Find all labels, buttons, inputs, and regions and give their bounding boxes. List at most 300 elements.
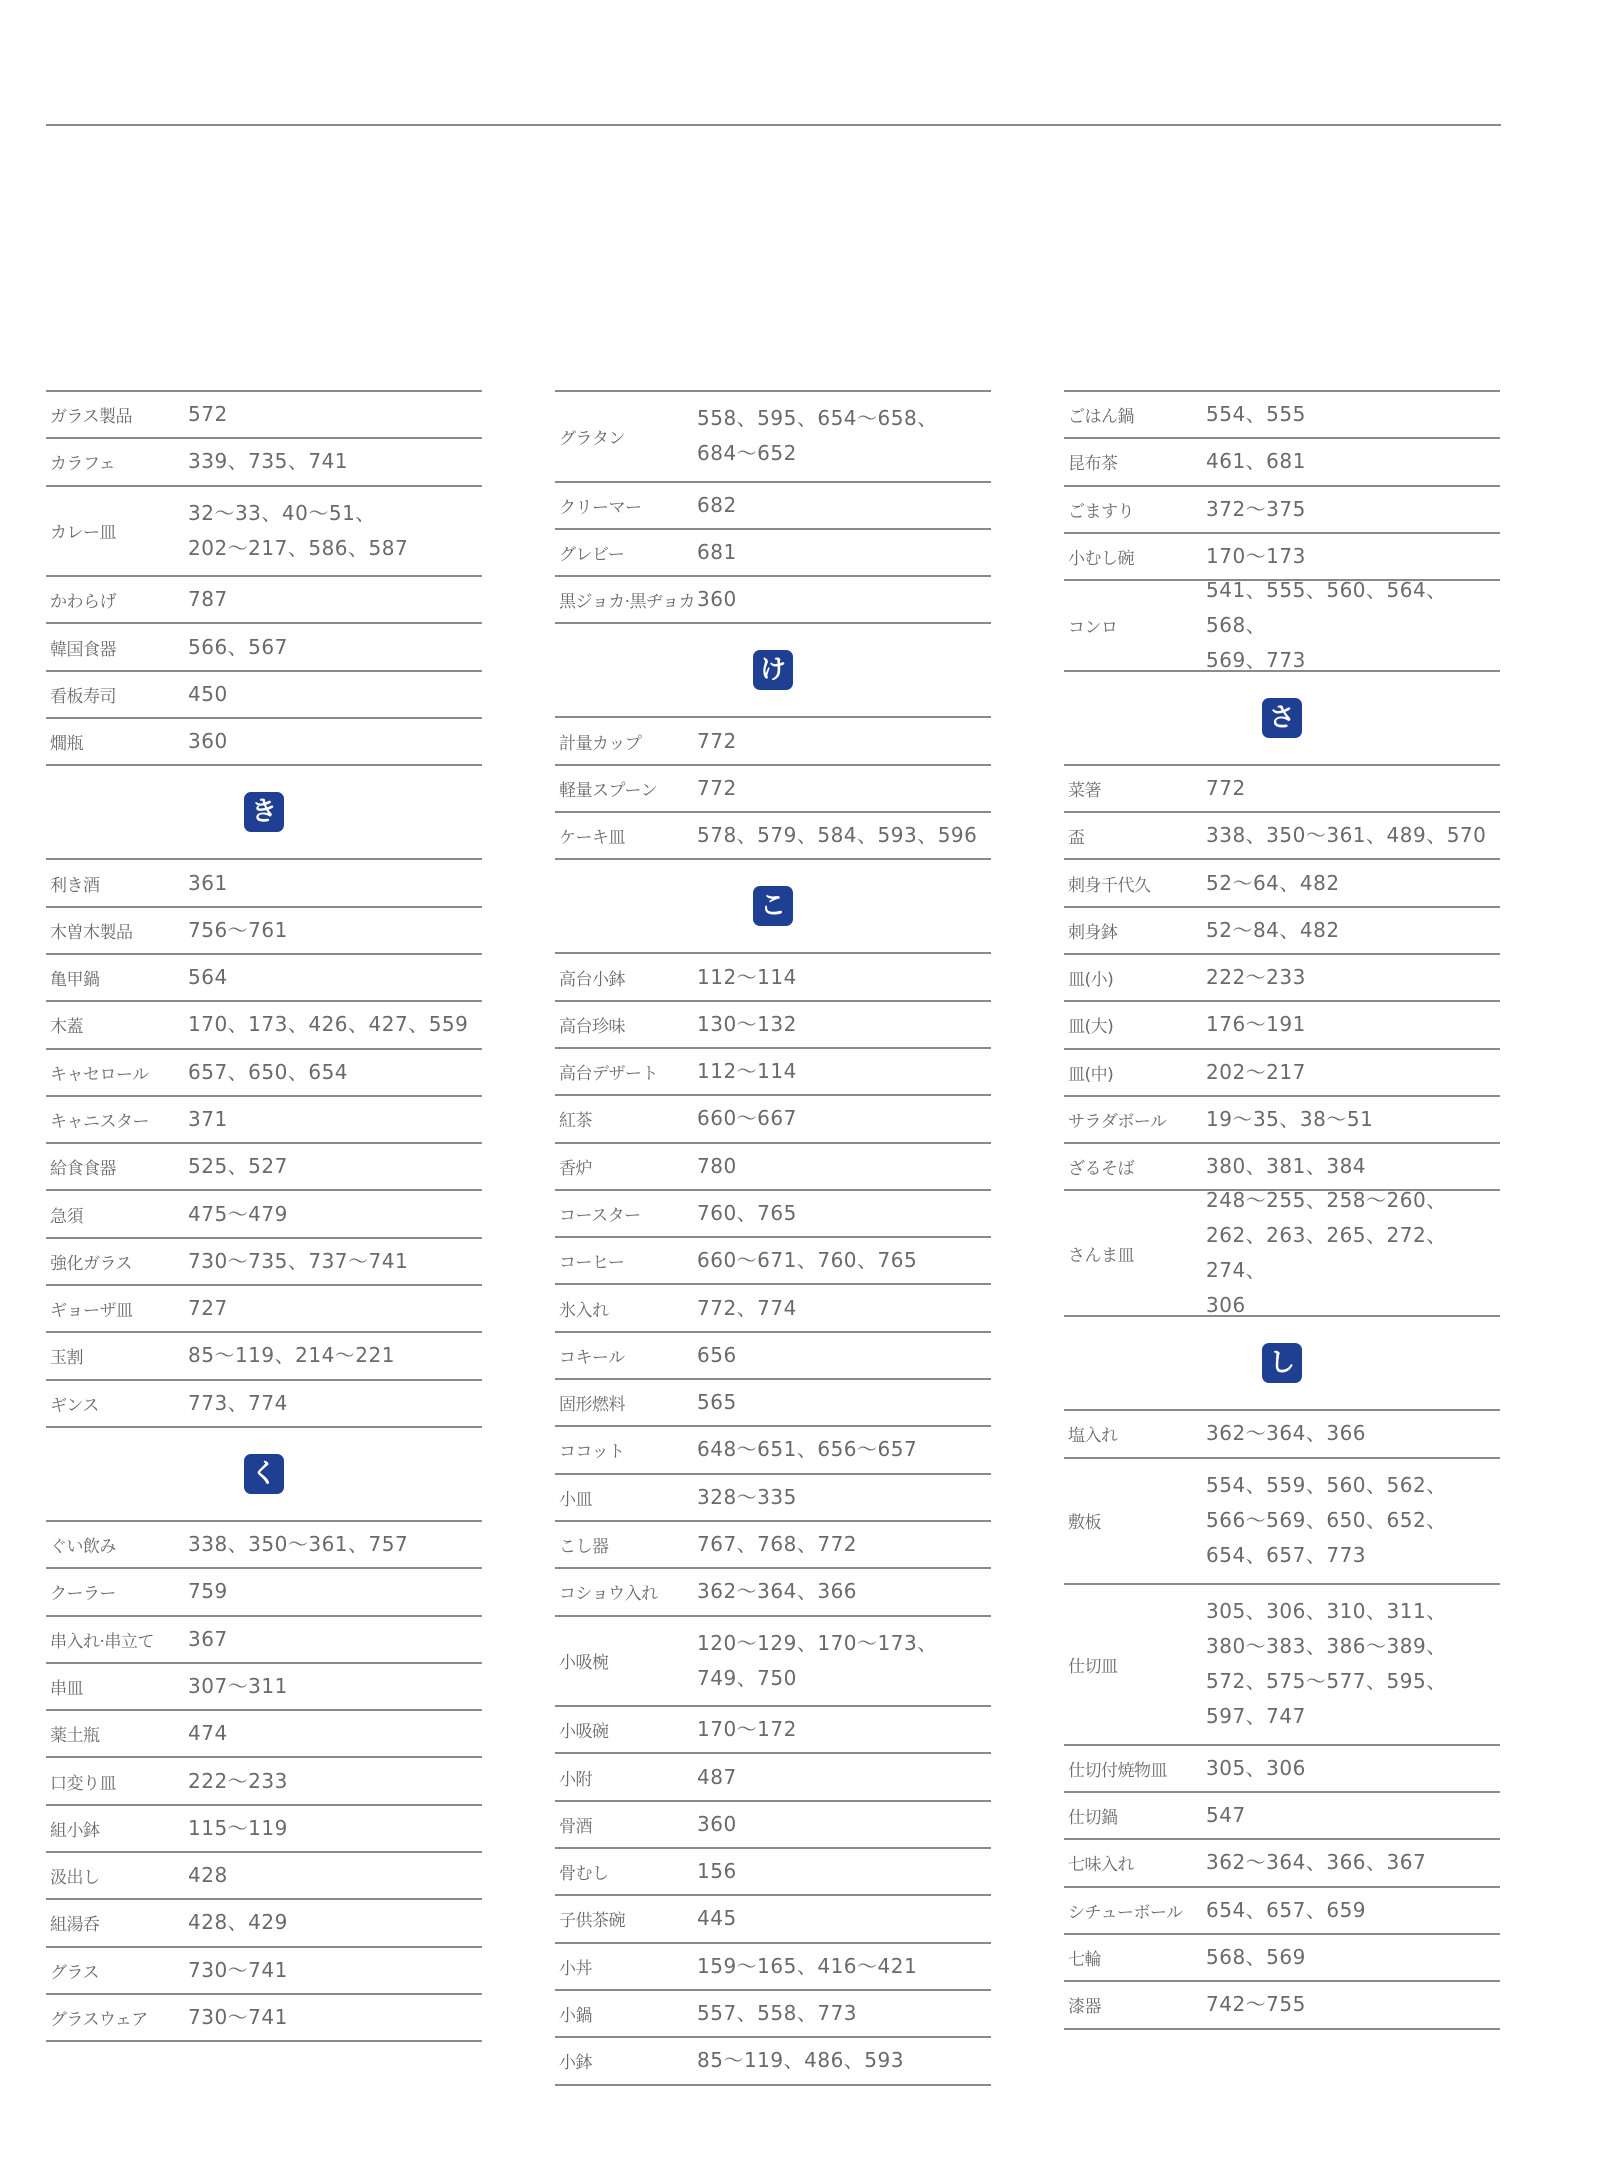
entry-term: 小吸碗 bbox=[559, 1722, 609, 1743]
page-reference-line: 656 bbox=[697, 1342, 737, 1367]
section-header bbox=[46, 766, 482, 860]
entry-term: 軽量スプーン bbox=[559, 780, 658, 801]
index-entry bbox=[1064, 1888, 1500, 1935]
index-entry bbox=[555, 577, 991, 624]
entry-term: ココット bbox=[559, 1442, 625, 1463]
entry-term: 菜箸 bbox=[1068, 780, 1101, 801]
index-entry bbox=[46, 1711, 482, 1758]
index-entry bbox=[555, 1522, 991, 1569]
entry-pages bbox=[1206, 539, 1500, 574]
entry-pages bbox=[697, 1949, 991, 1984]
page-reference-line: 339、735、741 bbox=[188, 449, 349, 474]
page-reference-line: 684～652 bbox=[697, 441, 797, 466]
page-reference-line: 474 bbox=[188, 1721, 228, 1746]
page-reference-line: 654、657、659 bbox=[1206, 1897, 1367, 1922]
entry-term: 串入れ·串立て bbox=[50, 1631, 154, 1652]
entry-term: 敷板 bbox=[1068, 1513, 1101, 1534]
page-reference-line: 305、306、310、311、 bbox=[1206, 1599, 1447, 1624]
page-reference-line: 380～383、386～389、 bbox=[1206, 1634, 1447, 1659]
index-entry bbox=[1064, 1982, 1500, 2029]
entry-term: 燗瓶 bbox=[50, 734, 83, 755]
page-reference-line: 487 bbox=[697, 1764, 737, 1789]
page-reference-line: 120～129、170～173、 bbox=[697, 1630, 938, 1655]
entry-term: クーラー bbox=[50, 1584, 116, 1605]
entry-term: 仕切皿 bbox=[1068, 1656, 1118, 1677]
index-entry bbox=[1064, 1459, 1500, 1585]
page-reference-line: 360 bbox=[188, 729, 228, 754]
page-reference-line: 682 bbox=[697, 492, 737, 517]
entry-pages bbox=[188, 1764, 482, 1799]
entry-term: 玉割 bbox=[50, 1348, 83, 1369]
section-letter-badge: く bbox=[244, 1454, 284, 1494]
entry-term: 仕切鍋 bbox=[1068, 1808, 1118, 1829]
index-entry bbox=[555, 1944, 991, 1991]
entry-pages bbox=[697, 1626, 991, 1696]
entry-pages bbox=[697, 818, 991, 853]
entry-pages bbox=[697, 771, 991, 806]
page-reference-line: 32～33、40～51、 bbox=[188, 500, 376, 525]
page-reference-line: 557、558、773 bbox=[697, 2001, 858, 2026]
entry-term: キャセロール bbox=[50, 1064, 149, 1085]
entry-term: ごはん鍋 bbox=[1068, 407, 1134, 428]
entry-term: 小鍋 bbox=[559, 2006, 592, 2027]
index-entry bbox=[46, 1948, 482, 1995]
page-reference-line: 525、527 bbox=[188, 1154, 288, 1179]
index-entry bbox=[555, 1238, 991, 1285]
entry-term: ギンス bbox=[50, 1395, 99, 1416]
page-reference-line: 565 bbox=[697, 1390, 737, 1415]
page-reference-line: 176～191 bbox=[1206, 1012, 1306, 1037]
page-reference-line: 554、559、560、562、 bbox=[1206, 1473, 1447, 1498]
entry-pages bbox=[697, 1149, 991, 1184]
entry-pages bbox=[697, 1432, 991, 1467]
page-reference-line: 362～364、366 bbox=[697, 1579, 858, 1604]
entry-term: 七味入れ bbox=[1068, 1855, 1134, 1876]
section-header bbox=[46, 1428, 482, 1522]
page-reference-line: 170～172 bbox=[697, 1717, 797, 1742]
index-entry bbox=[46, 1522, 482, 1569]
entry-pages bbox=[697, 1760, 991, 1795]
page-reference-line: 541、555、560、564、568、 bbox=[1206, 577, 1447, 637]
index-entry bbox=[555, 1475, 991, 1522]
page-reference-line: 772、774 bbox=[697, 1295, 797, 1320]
page-reference-line: 450 bbox=[188, 681, 228, 706]
index-entry bbox=[46, 719, 482, 766]
entry-pages bbox=[697, 1291, 991, 1326]
page-reference-line: 428 bbox=[188, 1863, 228, 1888]
index-entry bbox=[555, 1002, 991, 1049]
index-entry bbox=[1064, 1002, 1500, 1049]
entry-pages bbox=[1206, 397, 1500, 432]
index-entry bbox=[1064, 1935, 1500, 1982]
index-entry bbox=[46, 1806, 482, 1853]
index-entry bbox=[46, 1239, 482, 1286]
entry-pages bbox=[1206, 1416, 1500, 1451]
index-entry bbox=[1064, 1746, 1500, 1793]
index-entry bbox=[46, 1097, 482, 1144]
page-reference-line: 222～233 bbox=[1206, 965, 1306, 990]
page-reference-line: 222～233 bbox=[188, 1768, 288, 1793]
entry-pages bbox=[1206, 1798, 1500, 1833]
entry-pages bbox=[188, 1291, 482, 1326]
page-reference-line: 727 bbox=[188, 1296, 228, 1321]
page-reference-line: 654、657、773 bbox=[1206, 1543, 1367, 1568]
index-entry bbox=[46, 392, 482, 439]
entry-term: サラダボール bbox=[1068, 1112, 1167, 1132]
entry-term: 皿(小) bbox=[1068, 970, 1114, 991]
index-entry bbox=[1064, 1793, 1500, 1840]
entry-term: 七輪 bbox=[1068, 1950, 1101, 1971]
page-reference-line: 360 bbox=[697, 587, 737, 612]
page-reference-line: 19～35、38～51 bbox=[1206, 1107, 1374, 1131]
page-reference-line: 756～761 bbox=[188, 917, 288, 942]
page-reference-line: 52～84、482 bbox=[1206, 917, 1340, 942]
entry-pages bbox=[1206, 866, 1500, 901]
page-reference-line: 760、765 bbox=[697, 1201, 797, 1225]
entry-pages bbox=[188, 496, 482, 566]
entry-term: 氷入れ bbox=[559, 1300, 609, 1321]
page-reference-line: 306 bbox=[1206, 1293, 1246, 1318]
index-entry bbox=[555, 1707, 991, 1754]
entry-pages bbox=[1206, 960, 1500, 995]
entry-term: 計量カップ bbox=[559, 733, 642, 754]
entry-pages bbox=[697, 1712, 991, 1747]
entry-pages bbox=[1206, 771, 1500, 806]
page-reference-line: 248～255、258～260、 bbox=[1206, 1188, 1447, 1213]
index-entry bbox=[555, 1285, 991, 1332]
entry-term: 高台デザート bbox=[559, 1064, 658, 1085]
entry-term: 給食食器 bbox=[50, 1159, 116, 1180]
entry-pages bbox=[188, 1953, 482, 1988]
entry-term: 亀甲鍋 bbox=[50, 970, 100, 991]
index-entry bbox=[46, 1569, 482, 1616]
index-entry bbox=[555, 392, 991, 483]
page-reference-line: 772 bbox=[697, 728, 737, 753]
index-entry bbox=[1064, 1050, 1500, 1097]
section-header bbox=[1064, 672, 1500, 766]
page-reference-line: 202～217 bbox=[1206, 1059, 1306, 1084]
entry-pages bbox=[697, 1338, 991, 1373]
entry-term: ぐい飲み bbox=[50, 1537, 116, 1558]
page-reference-line: 367 bbox=[188, 1626, 228, 1651]
page-reference-line: 130～132 bbox=[697, 1011, 797, 1036]
entry-pages bbox=[188, 724, 482, 759]
index-entry bbox=[1064, 439, 1500, 486]
entry-pages bbox=[1206, 1893, 1500, 1928]
index-entry bbox=[46, 672, 482, 719]
page-reference-line: 569、773 bbox=[1206, 647, 1306, 672]
entry-term: 組小鉢 bbox=[50, 1820, 100, 1841]
entry-term: 汲出し bbox=[50, 1868, 100, 1889]
entry-pages bbox=[188, 630, 482, 665]
entry-pages bbox=[188, 1905, 482, 1940]
page-reference-line: 578、579、584、593、596 bbox=[697, 823, 978, 848]
entry-pages bbox=[188, 444, 482, 479]
index-entry bbox=[46, 1144, 482, 1191]
page-reference-line: 566～569、650、652、 bbox=[1206, 1508, 1447, 1533]
page-reference-line: 572 bbox=[188, 402, 228, 427]
entry-pages bbox=[697, 1007, 991, 1042]
index-entry bbox=[555, 1569, 991, 1616]
page-reference-line: 202～217、586、587 bbox=[188, 535, 409, 560]
index-column-2 bbox=[555, 390, 991, 2086]
entry-pages bbox=[697, 1807, 991, 1842]
entry-pages bbox=[188, 1527, 482, 1562]
page-reference-line: 380、381、384 bbox=[1206, 1154, 1367, 1179]
entry-pages bbox=[1206, 1751, 1500, 1786]
entry-pages bbox=[697, 1243, 991, 1278]
index-entry bbox=[555, 954, 991, 1001]
entry-pages bbox=[188, 1149, 482, 1184]
index-entry bbox=[46, 577, 482, 624]
page-reference-line: 572、575～577、595、 bbox=[1206, 1669, 1447, 1694]
entry-term: カラフェ bbox=[50, 454, 116, 475]
entry-pages bbox=[188, 1811, 482, 1846]
entry-term: グレビー bbox=[559, 545, 625, 566]
entry-term: キャニスター bbox=[50, 1112, 149, 1132]
entry-term: 盃 bbox=[1068, 828, 1085, 849]
index-entry bbox=[555, 483, 991, 530]
index-entry bbox=[1064, 577, 1500, 672]
entry-term: 小吸椀 bbox=[559, 1653, 609, 1674]
index-entry bbox=[1064, 487, 1500, 534]
entry-term: こし器 bbox=[559, 1537, 609, 1558]
index-entry bbox=[555, 1802, 991, 1849]
entry-pages bbox=[697, 1480, 991, 1515]
entry-pages bbox=[188, 1244, 482, 1279]
entry-term: ごますり bbox=[1068, 501, 1134, 522]
index-entry bbox=[555, 813, 991, 860]
entry-pages bbox=[1206, 1468, 1500, 1573]
page-reference-line: 328～335 bbox=[697, 1484, 797, 1509]
section-header bbox=[1064, 1317, 1500, 1411]
entry-term: 小むし碗 bbox=[1068, 549, 1134, 570]
entry-pages bbox=[188, 866, 482, 901]
entry-pages bbox=[697, 960, 991, 995]
entry-term: 骨むし bbox=[559, 1864, 609, 1885]
page-reference-line: 362～364、366、367 bbox=[1206, 1850, 1427, 1875]
page-reference-line: 780 bbox=[697, 1153, 737, 1178]
entry-term: 木曽木製品 bbox=[50, 922, 133, 943]
page-reference-line: 338、350～361、489、570 bbox=[1206, 823, 1487, 848]
entry-pages bbox=[1206, 492, 1500, 527]
entry-pages bbox=[1206, 818, 1500, 853]
page-reference-line: 772 bbox=[697, 775, 737, 800]
entry-pages bbox=[188, 1338, 482, 1373]
index-entry bbox=[1064, 1585, 1500, 1746]
page-reference-line: 730～741 bbox=[188, 2005, 288, 2030]
entry-term: 塩入れ bbox=[1068, 1426, 1118, 1447]
index-entry bbox=[46, 1758, 482, 1805]
entry-pages bbox=[697, 1527, 991, 1562]
entry-pages bbox=[188, 913, 482, 948]
index-entry bbox=[46, 1617, 482, 1664]
entry-pages bbox=[188, 1007, 482, 1042]
index-entry bbox=[555, 1191, 991, 1238]
entry-term: 漆器 bbox=[1068, 1997, 1101, 2018]
entry-term: ケーキ皿 bbox=[559, 828, 625, 849]
page-reference-line: 564 bbox=[188, 965, 228, 990]
page-reference-line: 159～165、416～421 bbox=[697, 1953, 918, 1978]
page-reference-line: 362～364、366 bbox=[1206, 1421, 1367, 1446]
page-reference-line: 554、555 bbox=[1206, 402, 1306, 427]
index-entry bbox=[46, 1333, 482, 1380]
entry-pages bbox=[697, 582, 991, 617]
page-reference-line: 759 bbox=[188, 1579, 228, 1604]
entry-pages bbox=[188, 1386, 482, 1421]
page-reference-line: 558、595、654～658、 bbox=[697, 406, 938, 431]
page-reference-line: 730～735、737～741 bbox=[188, 1248, 409, 1273]
section-letter-badge: け bbox=[753, 650, 793, 690]
page-reference-line: 112～114 bbox=[697, 1059, 797, 1084]
entry-term: 香炉 bbox=[559, 1158, 592, 1179]
index-entry bbox=[46, 1853, 482, 1900]
entry-pages bbox=[188, 1102, 482, 1137]
entry-term: 串皿 bbox=[50, 1678, 83, 1699]
entry-pages bbox=[188, 1197, 482, 1232]
entry-term: 刺身千代久 bbox=[1068, 875, 1151, 896]
page-reference-line: 648～651、656～657 bbox=[697, 1437, 918, 1462]
index-entry bbox=[46, 487, 482, 578]
page-reference-line: 547 bbox=[1206, 1803, 1246, 1828]
entry-pages bbox=[188, 582, 482, 617]
index-entry bbox=[1064, 766, 1500, 813]
entry-pages bbox=[1206, 1987, 1500, 2022]
entry-term: 急須 bbox=[50, 1206, 83, 1227]
index-entry bbox=[1064, 1188, 1500, 1318]
index-entry bbox=[555, 1380, 991, 1427]
entry-pages bbox=[188, 397, 482, 432]
page-reference-line: 566、567 bbox=[188, 634, 288, 659]
index-entry bbox=[555, 718, 991, 765]
entry-term: グラスウェア bbox=[50, 2010, 148, 2031]
entry-pages bbox=[1206, 573, 1500, 678]
page-reference-line: 475～479 bbox=[188, 1201, 288, 1226]
entry-pages bbox=[188, 2000, 482, 2035]
page-reference-line: 52～64、482 bbox=[1206, 870, 1340, 895]
entry-term: 看板寿司 bbox=[50, 686, 116, 707]
index-entry bbox=[46, 1381, 482, 1428]
page-reference-line: 730～741 bbox=[188, 1957, 288, 1982]
entry-pages bbox=[697, 535, 991, 570]
entry-term: ざるそば bbox=[1068, 1159, 1134, 1180]
index-entry bbox=[46, 955, 482, 1002]
page-reference-line: 85～119、214～221 bbox=[188, 1343, 395, 1368]
index-entry bbox=[555, 766, 991, 813]
index-entry bbox=[46, 1900, 482, 1947]
index-entry bbox=[46, 1995, 482, 2042]
page-reference-line: 360 bbox=[697, 1811, 737, 1836]
entry-pages bbox=[697, 1101, 991, 1136]
page-reference-line: 338、350～361、757 bbox=[188, 1532, 409, 1557]
entry-pages bbox=[697, 1854, 991, 1889]
entry-pages bbox=[697, 1574, 991, 1609]
entry-pages bbox=[1206, 1594, 1500, 1734]
page-reference-line: 767、768、772 bbox=[697, 1532, 858, 1557]
index-entry bbox=[555, 1754, 991, 1801]
entry-pages bbox=[1206, 444, 1500, 479]
entry-term: かわらげ bbox=[50, 592, 116, 613]
header-rule bbox=[46, 124, 1501, 126]
entry-term: 仕切付焼物皿 bbox=[1068, 1760, 1167, 1781]
entry-term: コキール bbox=[559, 1347, 625, 1368]
entry-term: 小鉢 bbox=[559, 2053, 592, 2074]
entry-term: ガラス製品 bbox=[50, 407, 132, 428]
index-entry bbox=[555, 1096, 991, 1143]
entry-term: 薬土瓶 bbox=[50, 1726, 100, 1747]
index-entry bbox=[1064, 908, 1500, 955]
entry-pages bbox=[697, 401, 991, 471]
index-entry bbox=[46, 1664, 482, 1711]
page-reference-line: 660～667 bbox=[697, 1106, 797, 1131]
page-reference-line: 749、750 bbox=[697, 1665, 797, 1690]
page-reference-line: 445 bbox=[697, 1906, 737, 1931]
entry-term: 固形燃料 bbox=[559, 1395, 625, 1416]
entry-pages bbox=[1206, 1845, 1500, 1880]
entry-pages bbox=[188, 1622, 482, 1657]
entry-term: シチューボール bbox=[1068, 1902, 1183, 1923]
section-letter-badge: き bbox=[244, 792, 284, 832]
entry-pages bbox=[697, 2043, 991, 2078]
entry-term: 皿(中) bbox=[1068, 1064, 1114, 1085]
entry-pages bbox=[1206, 1102, 1500, 1137]
index-entry bbox=[555, 1144, 991, 1191]
section-header bbox=[555, 860, 991, 954]
page-reference-line: 156 bbox=[697, 1859, 737, 1884]
index-entry bbox=[555, 2038, 991, 2085]
index-column-3 bbox=[1064, 390, 1500, 2030]
entry-pages bbox=[188, 677, 482, 712]
index-entry bbox=[46, 1050, 482, 1097]
section-header bbox=[555, 624, 991, 718]
page-reference-line: 170、173、426、427、559 bbox=[188, 1012, 469, 1037]
index-entry bbox=[1064, 955, 1500, 1002]
section-letter-badge: こ bbox=[753, 886, 793, 926]
index-entry bbox=[555, 1049, 991, 1096]
index-entry bbox=[46, 439, 482, 486]
entry-term: 皿(大) bbox=[1068, 1017, 1114, 1038]
entry-term: クリーマー bbox=[559, 497, 642, 518]
index-entry bbox=[555, 1333, 991, 1380]
page-reference-line: 372～375 bbox=[1206, 496, 1306, 521]
entry-pages bbox=[1206, 1007, 1500, 1042]
page-reference-line: 305、306 bbox=[1206, 1755, 1306, 1780]
entry-term: 子供茶碗 bbox=[559, 1911, 625, 1932]
entry-term: 木蓋 bbox=[50, 1017, 83, 1038]
page-reference-line: 461、681 bbox=[1206, 449, 1306, 474]
entry-pages bbox=[1206, 913, 1500, 948]
page-reference-line: 307～311 bbox=[188, 1673, 288, 1698]
page-reference-line: 772 bbox=[1206, 775, 1246, 800]
entry-pages bbox=[697, 1054, 991, 1089]
index-entry bbox=[46, 1286, 482, 1333]
entry-pages bbox=[1206, 1055, 1500, 1090]
entry-term: 刺身鉢 bbox=[1068, 922, 1118, 943]
entry-pages bbox=[697, 1996, 991, 2031]
index-entry bbox=[46, 624, 482, 671]
entry-term: さんま皿 bbox=[1068, 1245, 1134, 1266]
entry-term: グラス bbox=[50, 1962, 99, 1983]
page-reference-line: 361 bbox=[188, 870, 228, 895]
entry-term: 黒ジョカ·黒ヂョカ bbox=[559, 592, 696, 613]
entry-pages bbox=[1206, 1149, 1500, 1184]
entry-term: 高台珍味 bbox=[559, 1016, 625, 1037]
entry-pages bbox=[697, 488, 991, 523]
index-entry bbox=[46, 1191, 482, 1238]
entry-term: 口変り皿 bbox=[50, 1773, 116, 1794]
entry-term: コースター bbox=[559, 1206, 641, 1226]
index-entry bbox=[555, 1991, 991, 2038]
